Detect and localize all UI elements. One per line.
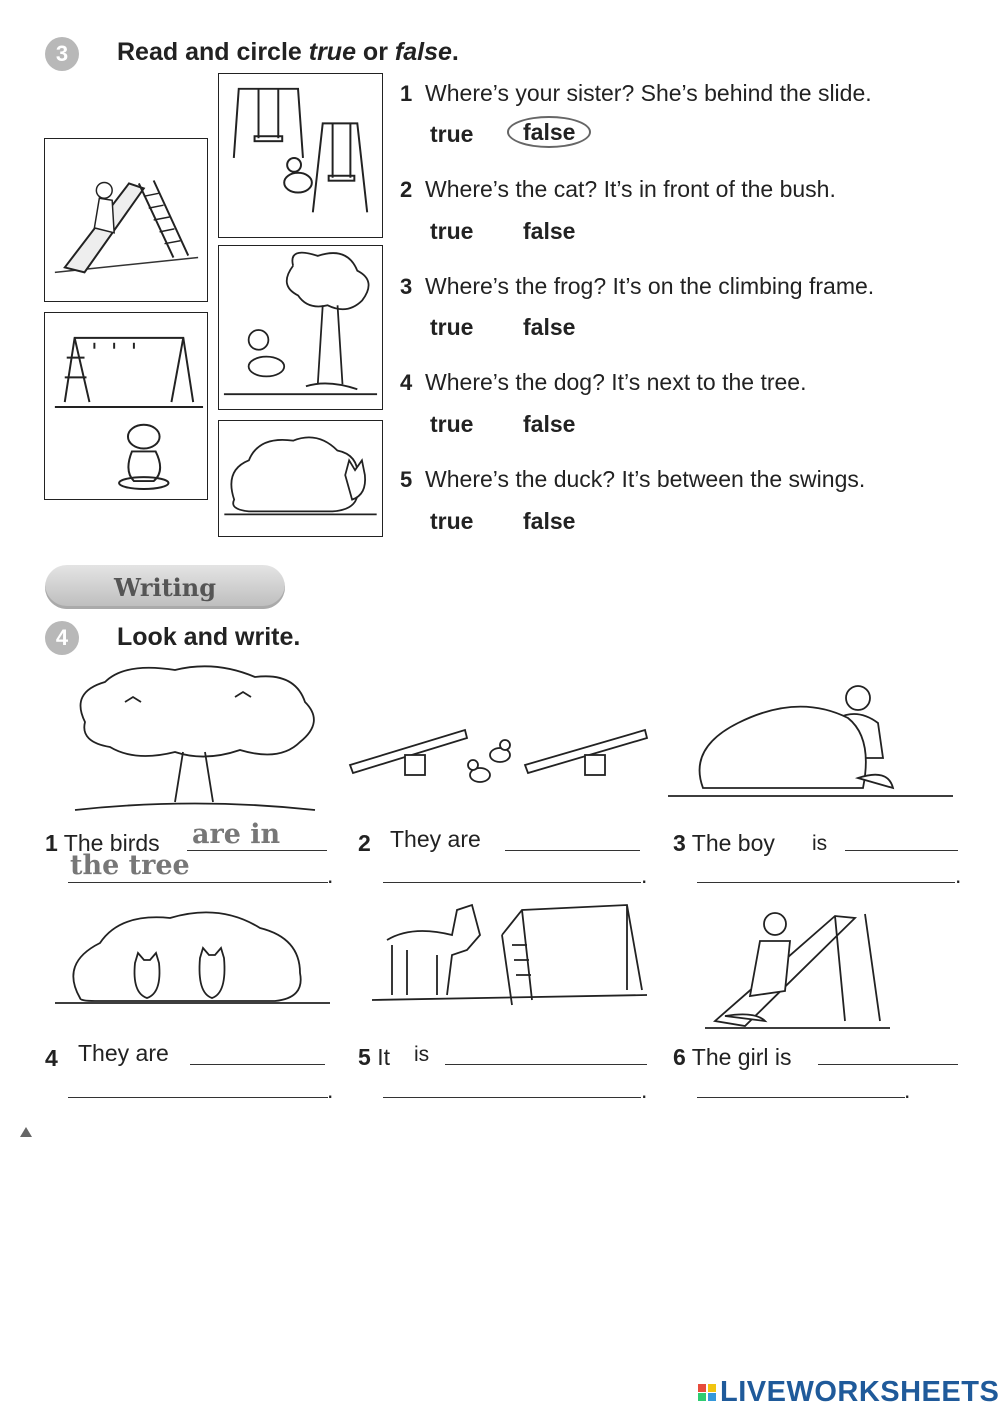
answer-text-1a: are in [192, 819, 281, 850]
slide-picture [44, 138, 208, 302]
bush-cat-picture [218, 420, 383, 537]
rock-drawing [668, 678, 958, 808]
question-4-line [400, 369, 806, 396]
item-5-text [358, 1044, 390, 1071]
frame-frog-drawing [45, 313, 207, 499]
cats-bush-picture [50, 903, 335, 1023]
item-prompt: The boy [691, 830, 775, 856]
question-number: 4 [400, 370, 413, 395]
question-number: 2 [400, 177, 413, 202]
true-option[interactable]: true [430, 411, 474, 437]
question-text: Where’s the frog? It’s on the climbing frame. [425, 273, 875, 299]
item-prompt: They are [78, 1040, 169, 1066]
heading-or: or [355, 38, 395, 66]
bush-drawing [50, 903, 335, 1023]
answer-line-3a[interactable] [845, 850, 958, 851]
exercise-number-badge: 3 [45, 37, 79, 71]
liveworksheets-logo [698, 1376, 999, 1409]
answer-line-6b[interactable] [697, 1097, 905, 1098]
true-option[interactable]: true [430, 314, 474, 340]
period: . [955, 862, 962, 888]
item-number: 6 [673, 1044, 686, 1070]
period: . [327, 1077, 334, 1103]
answer-line-3b[interactable] [697, 882, 955, 883]
period: . [641, 862, 648, 888]
heading-period: . [451, 38, 459, 66]
answer-line-5b[interactable] [383, 1097, 641, 1098]
item-3-text [673, 830, 775, 857]
answer-line-1b[interactable] [68, 882, 328, 883]
swings-picture [218, 73, 383, 238]
true-option[interactable]: true [430, 508, 474, 534]
item-number: 3 [673, 830, 686, 856]
period: . [327, 862, 334, 888]
heading-text: Read and circle [117, 38, 309, 66]
writing-section-label: Writing [45, 565, 285, 609]
period: . [641, 1077, 648, 1103]
question-5-line [400, 466, 865, 493]
false-option[interactable]: false [523, 508, 576, 534]
answer-line-2b[interactable] [383, 882, 641, 883]
item-prompt: It [377, 1044, 390, 1070]
girl-slide-drawing [705, 896, 895, 1034]
exercise-number-badge: 4 [45, 621, 79, 655]
logo-grid-icon [698, 1384, 716, 1402]
false-option-circled[interactable] [523, 119, 591, 146]
circled-answer: false [507, 116, 591, 148]
question-text: Where’s your sister? She’s behind the slide. [425, 80, 872, 106]
tree-drawing [65, 662, 335, 817]
item-prompt-is: is [414, 1043, 430, 1066]
question-number: 5 [400, 467, 413, 492]
answer-line-5a[interactable] [445, 1064, 647, 1065]
false-option[interactable]: false [523, 218, 576, 244]
swings-drawing [219, 74, 382, 237]
answer-line-4a[interactable] [190, 1064, 325, 1065]
item-number: 5 [358, 1044, 371, 1070]
pencil-mark-icon [20, 1124, 32, 1134]
horse-frame-picture [372, 895, 652, 1023]
period: . [904, 1077, 911, 1103]
question-text: Where’s the duck? It’s between the swings. [425, 466, 866, 492]
question-2-line [400, 176, 836, 203]
item-prompt: They are [390, 826, 481, 852]
horse-drawing [372, 895, 652, 1023]
exercise-4-heading: Look and write. [117, 623, 301, 651]
logo-text: LIVEWORKSHEETS [720, 1376, 1000, 1408]
seesaws-drawing [345, 710, 655, 800]
item-prompt: The birds [63, 830, 160, 856]
item-number: 1 [45, 830, 58, 856]
answer-line-1a[interactable] [187, 850, 327, 851]
girl-slide-picture [705, 896, 895, 1034]
false-option[interactable]: false [523, 411, 576, 437]
seesaws-ducks-picture [345, 710, 655, 800]
answer-text-1b: the tree [70, 850, 190, 881]
frame-frog-picture [44, 312, 208, 500]
dog-tree-drawing [219, 246, 382, 409]
slide-drawing [45, 139, 207, 301]
true-option[interactable]: true [430, 121, 474, 147]
question-text: Where’s the dog? It’s next to the tree. [425, 369, 807, 395]
bush-cat-drawing [219, 421, 382, 536]
birds-tree-picture [65, 662, 335, 817]
question-text: Where’s the cat? It’s in front of the bush. [425, 176, 836, 202]
item-number: 4 [45, 1045, 58, 1071]
item-prompt-is: is [812, 832, 828, 855]
dog-tree-picture [218, 245, 383, 410]
question-3-line [400, 273, 874, 300]
exercise-3-heading [117, 38, 459, 67]
item-6-text [673, 1044, 791, 1071]
answer-line-4b[interactable] [68, 1097, 328, 1098]
answer-line-2a[interactable] [505, 850, 640, 851]
heading-true-word: true [308, 38, 356, 66]
false-option[interactable]: false [523, 314, 576, 340]
heading-false-word: false [394, 38, 452, 66]
answer-line-6a[interactable] [818, 1064, 958, 1065]
question-number: 3 [400, 274, 413, 299]
true-option[interactable]: true [430, 218, 474, 244]
question-number: 1 [400, 81, 413, 106]
question-1-line [400, 80, 872, 107]
item-number: 2 [358, 830, 371, 856]
boy-rock-picture [668, 678, 958, 808]
item-prompt: The girl is [691, 1044, 792, 1070]
